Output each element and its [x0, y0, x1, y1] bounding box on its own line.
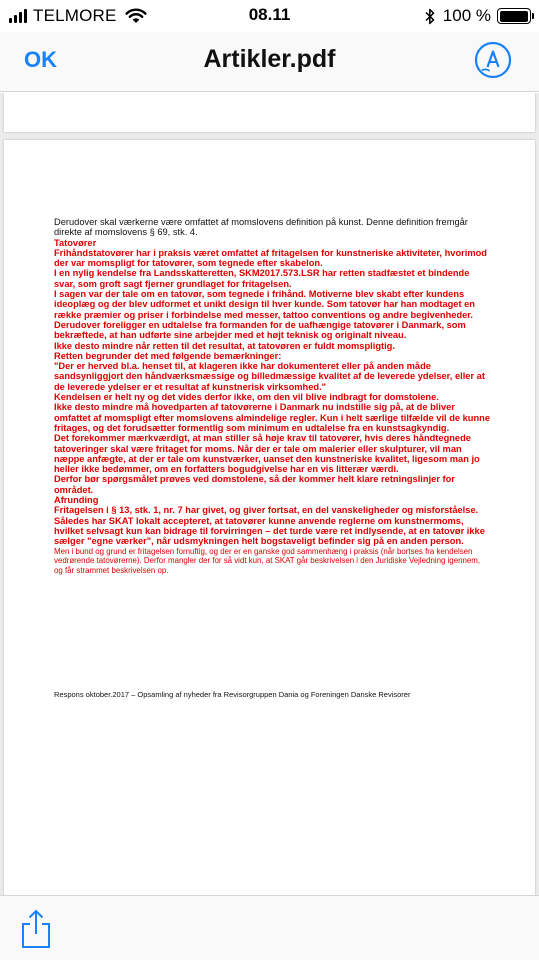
quote-paragraph: "Der er herved bl.a. henset til, at klageren ikke har dokumenteret eller på anden måde sandsynliggjort den håndværksmæssige og billedmæssige kvalitet af de leverede ydelser, eller at de leverede ydelser er et resultat af kunstnerisk virksomhed." [54, 361, 485, 392]
ok-button[interactable]: OK [24, 47, 57, 72]
intro-paragraph: Derudover skal værkerne være omfattet af momslovens definition på kunst. Denne definition fremgår direkte af momslovens § 69, stk. 4. [54, 217, 468, 238]
navigation-bar [0, 32, 539, 92]
battery-level-fill [500, 11, 528, 22]
carrier-name: TELMORE [33, 6, 117, 25]
paragraph: I en nylig kendelse fra Landsskatteretten, SKM2017.573.LSR har retten stadfæstet et bindende svar, som groft sagt fjerner grundlaget for fritagelsen. [54, 268, 470, 289]
page-footer: Respons oktober.2017 – Opsamling af nyheder fra Revisorgruppen Dania og Foreningen Danske Revisorer [54, 690, 411, 699]
paragraph: Det forekommer mærkværdigt, at man stiller så høje krav til tatovører, hvis deres håndtegnede tatoveringer skal være fritaget for moms. Når der er tale om malerier eller skulpturer, vil man næppe anfægte, at der er tale om kunstværker, uanset den kunstneriske kvalitet, ligesom man jo heller ikke bedømmer, om en forfatters bogudgivelse har en vis litterær værdi. [54, 433, 480, 475]
section-heading: Afrunding [54, 495, 99, 506]
paragraph: I sagen var der tale om en tatovør, som tegnede i frihånd. Motiverne blev skabt efter kundens ideoplæg og der blev udformet et unikt design til hver kunde. Som tatovør har han modtaget en række præmier og priser i forbindelse med messer, tattoo conventions og andre begivenheder. Derudover foreligger en udtalelse fra formanden for de uafhængige tatovører i Danmark, som bekræftede, at han udførte sine arbejder med et højt teknisk og originalt niveau. [54, 289, 475, 341]
status-bar [0, 0, 539, 32]
battery-percent: 100 % [442, 6, 491, 25]
bluetooth-icon [425, 8, 435, 25]
pdf-viewer[interactable] [0, 93, 539, 895]
battery-icon [497, 8, 531, 24]
clock: 08.11 [248, 5, 291, 24]
paragraph: Ikke desto mindre når retten til det resultat, at tatovøren er fuldt momspligtig. [54, 340, 395, 351]
paragraph: Frihåndstatovører har i praksis været omfattet af fritagelsen for kunstneriske aktiviteter, hvorimod der var momspligt for tatovører, som tegnede efter skabelon. [54, 247, 487, 269]
share-icon[interactable] [20, 908, 52, 950]
status-right [425, 6, 531, 26]
document-title: Artikler.pdf [203, 45, 336, 73]
paragraph: Derfor bør spørgsmålet prøves ved domstolene, så der kommer helt klare retningslinjer for området. [54, 474, 455, 495]
bottom-toolbar [0, 895, 539, 960]
paragraph: Kendelsen er helt ny og det vides derfor ikke, om den vil blive indbragt for domstolene. [54, 392, 439, 403]
paragraph: Fritagelsen i § 13, stk. 1, nr. 7 har givet, og giver fortsat, en del vanskeligheder og misforståelse. Således har SKAT lokalt accepteret, at tatovører kunne anvende reglerne om kunstnermoms, hvilket selvsagt kun kan bidrage til forvirringen – det turde være ret indlysende, at en tatovør ikke sælger "egne værker", når udsmykningen helt bogstaveligt befinder sig på en anden person. [54, 505, 485, 547]
page-body [54, 217, 490, 576]
closing-note: Men i bund og grund er fritagelsen fornuftig, og der er en ganske god sammenhæng i praksis (når bortses fra kendelsen vedrørende tatovørerne). Derfor mangler der for så vidt kun, at SKAT går beskrivelsen i den Juridiske Vejledning igennem, og får strammet beskrivelsen op. [54, 546, 481, 576]
previous-page [4, 93, 535, 132]
pdf-page [4, 140, 535, 895]
paragraph: Retten begrunder det med følgende bemærkninger: [54, 350, 282, 361]
paragraph: Ikke desto mindre må hovedparten af tatovørerne i Danmark nu indstille sig på, at de bliver omfattet af momspligt efter momslovens almindelige regler. Kun i helt særlige tilfælde vil de kunne fritages, og det forudsætter formentlig som minimum en udtalelse fra en kunstsagkyndig. [54, 402, 491, 433]
markup-pen-icon[interactable] [474, 41, 512, 79]
paragraph: Tatovører [54, 237, 97, 248]
